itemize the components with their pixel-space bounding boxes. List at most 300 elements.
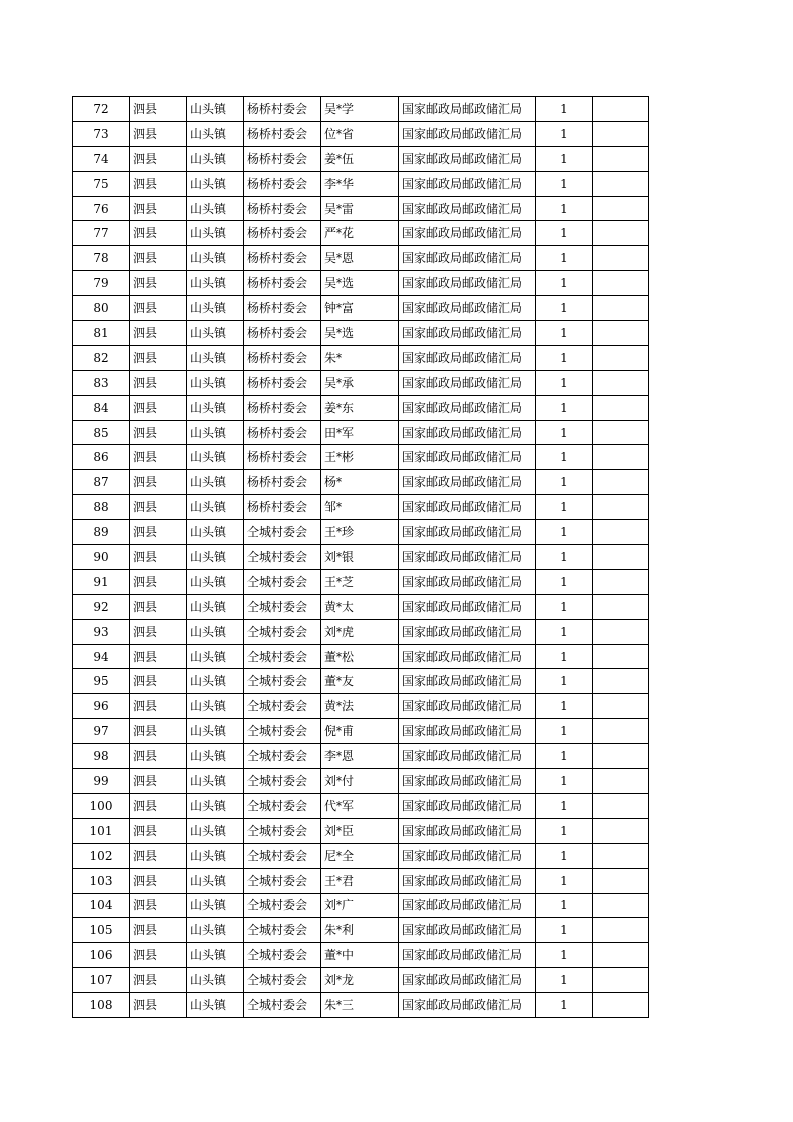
village-cell: 仝城村委会 [244,893,321,918]
county-cell: 泗县 [130,619,187,644]
county-cell: 泗县 [130,221,187,246]
table-row [73,818,649,843]
row-number-cell: 101 [73,818,130,843]
bank-cell: 国家邮政局邮政储汇局 [399,146,536,171]
county-cell: 泗县 [130,545,187,570]
name-cell: 刘*银 [321,545,399,570]
village-cell: 杨桥村委会 [244,246,321,271]
name-cell: 朱* [321,345,399,370]
count-cell: 1 [536,569,593,594]
row-number-cell: 96 [73,694,130,719]
count-cell: 1 [536,843,593,868]
remark-cell [593,146,649,171]
bank-cell: 国家邮政局邮政储汇局 [399,793,536,818]
row-number-cell: 79 [73,271,130,296]
bank-cell: 国家邮政局邮政储汇局 [399,744,536,769]
remark-cell [593,321,649,346]
bank-cell: 国家邮政局邮政储汇局 [399,569,536,594]
bank-cell: 国家邮政局邮政储汇局 [399,271,536,296]
town-cell: 山头镇 [187,569,244,594]
bank-cell: 国家邮政局邮政储汇局 [399,719,536,744]
county-cell: 泗县 [130,594,187,619]
table-row [73,769,649,794]
bank-cell: 国家邮政局邮政储汇局 [399,495,536,520]
row-number-cell: 84 [73,395,130,420]
village-cell: 仝城村委会 [244,793,321,818]
county-cell: 泗县 [130,968,187,993]
name-cell: 田*军 [321,420,399,445]
town-cell: 山头镇 [187,868,244,893]
row-number-cell: 89 [73,520,130,545]
name-cell: 刘*广 [321,893,399,918]
count-cell: 1 [536,818,593,843]
table-row [73,843,649,868]
town-cell: 山头镇 [187,769,244,794]
town-cell: 山头镇 [187,594,244,619]
count-cell: 1 [536,121,593,146]
name-cell: 代*军 [321,793,399,818]
village-cell: 仝城村委会 [244,719,321,744]
data-table [72,96,649,1018]
village-cell: 仝城村委会 [244,843,321,868]
bank-cell: 国家邮政局邮政储汇局 [399,644,536,669]
table-row [73,694,649,719]
bank-cell: 国家邮政局邮政储汇局 [399,843,536,868]
name-cell: 吴*学 [321,97,399,122]
bank-cell: 国家邮政局邮政储汇局 [399,669,536,694]
count-cell: 1 [536,993,593,1018]
table-row [73,171,649,196]
bank-cell: 国家邮政局邮政储汇局 [399,993,536,1018]
bank-cell: 国家邮政局邮政储汇局 [399,968,536,993]
row-number-cell: 87 [73,470,130,495]
village-cell: 仝城村委会 [244,968,321,993]
remark-cell [593,246,649,271]
row-number-cell: 108 [73,993,130,1018]
count-cell: 1 [536,395,593,420]
remark-cell [593,744,649,769]
remark-cell [593,669,649,694]
village-cell: 仝城村委会 [244,744,321,769]
table-row [73,321,649,346]
village-cell: 仝城村委会 [244,868,321,893]
remark-cell [593,545,649,570]
count-cell: 1 [536,470,593,495]
count-cell: 1 [536,445,593,470]
count-cell: 1 [536,221,593,246]
table-row [73,868,649,893]
remark-cell [593,296,649,321]
town-cell: 山头镇 [187,97,244,122]
county-cell: 泗县 [130,395,187,420]
bank-cell: 国家邮政局邮政储汇局 [399,97,536,122]
name-cell: 董*友 [321,669,399,694]
table-row [73,569,649,594]
county-cell: 泗县 [130,321,187,346]
table-row [73,893,649,918]
remark-cell [593,221,649,246]
town-cell: 山头镇 [187,993,244,1018]
bank-cell: 国家邮政局邮政储汇局 [399,594,536,619]
county-cell: 泗县 [130,445,187,470]
county-cell: 泗县 [130,495,187,520]
name-cell: 吴*选 [321,271,399,296]
town-cell: 山头镇 [187,171,244,196]
count-cell: 1 [536,545,593,570]
count-cell: 1 [536,296,593,321]
county-cell: 泗县 [130,97,187,122]
town-cell: 山头镇 [187,644,244,669]
village-cell: 仝城村委会 [244,619,321,644]
name-cell: 王*君 [321,868,399,893]
village-cell: 杨桥村委会 [244,395,321,420]
town-cell: 山头镇 [187,420,244,445]
table-row [73,669,649,694]
remark-cell [593,968,649,993]
town-cell: 山头镇 [187,321,244,346]
table-row [73,545,649,570]
town-cell: 山头镇 [187,719,244,744]
name-cell: 刘*虎 [321,619,399,644]
village-cell: 杨桥村委会 [244,345,321,370]
village-cell: 杨桥村委会 [244,495,321,520]
name-cell: 倪*甫 [321,719,399,744]
bank-cell: 国家邮政局邮政储汇局 [399,619,536,644]
bank-cell: 国家邮政局邮政储汇局 [399,196,536,221]
remark-cell [593,569,649,594]
county-cell: 泗县 [130,196,187,221]
remark-cell [593,943,649,968]
county-cell: 泗县 [130,818,187,843]
count-cell: 1 [536,495,593,520]
remark-cell [593,694,649,719]
county-cell: 泗县 [130,694,187,719]
village-cell: 杨桥村委会 [244,97,321,122]
village-cell: 仝城村委会 [244,594,321,619]
county-cell: 泗县 [130,893,187,918]
town-cell: 山头镇 [187,968,244,993]
town-cell: 山头镇 [187,918,244,943]
bank-cell: 国家邮政局邮政储汇局 [399,545,536,570]
town-cell: 山头镇 [187,296,244,321]
county-cell: 泗县 [130,669,187,694]
count-cell: 1 [536,793,593,818]
row-number-cell: 75 [73,171,130,196]
name-cell: 钟*富 [321,296,399,321]
row-number-cell: 97 [73,719,130,744]
name-cell: 吴*雷 [321,196,399,221]
county-cell: 泗县 [130,719,187,744]
table-row [73,420,649,445]
row-number-cell: 88 [73,495,130,520]
name-cell: 董*中 [321,943,399,968]
row-number-cell: 107 [73,968,130,993]
village-cell: 杨桥村委会 [244,121,321,146]
bank-cell: 国家邮政局邮政储汇局 [399,171,536,196]
county-cell: 泗县 [130,345,187,370]
table-row [73,968,649,993]
row-number-cell: 93 [73,619,130,644]
count-cell: 1 [536,246,593,271]
village-cell: 仝城村委会 [244,993,321,1018]
name-cell: 位*省 [321,121,399,146]
town-cell: 山头镇 [187,545,244,570]
row-number-cell: 86 [73,445,130,470]
remark-cell [593,594,649,619]
bank-cell: 国家邮政局邮政储汇局 [399,893,536,918]
town-cell: 山头镇 [187,669,244,694]
table-row [73,445,649,470]
town-cell: 山头镇 [187,619,244,644]
town-cell: 山头镇 [187,818,244,843]
town-cell: 山头镇 [187,221,244,246]
count-cell: 1 [536,171,593,196]
bank-cell: 国家邮政局邮政储汇局 [399,370,536,395]
county-cell: 泗县 [130,370,187,395]
county-cell: 泗县 [130,171,187,196]
bank-cell: 国家邮政局邮政储汇局 [399,321,536,346]
row-number-cell: 83 [73,370,130,395]
count-cell: 1 [536,520,593,545]
village-cell: 仝城村委会 [244,569,321,594]
table-row [73,644,649,669]
county-cell: 泗县 [130,569,187,594]
row-number-cell: 104 [73,893,130,918]
village-cell: 杨桥村委会 [244,470,321,495]
bank-cell: 国家邮政局邮政储汇局 [399,221,536,246]
row-number-cell: 76 [73,196,130,221]
row-number-cell: 102 [73,843,130,868]
row-number-cell: 98 [73,744,130,769]
row-number-cell: 85 [73,420,130,445]
bank-cell: 国家邮政局邮政储汇局 [399,345,536,370]
town-cell: 山头镇 [187,271,244,296]
town-cell: 山头镇 [187,495,244,520]
row-number-cell: 73 [73,121,130,146]
remark-cell [593,97,649,122]
row-number-cell: 72 [73,97,130,122]
county-cell: 泗县 [130,843,187,868]
town-cell: 山头镇 [187,196,244,221]
village-cell: 仝城村委会 [244,694,321,719]
remark-cell [593,719,649,744]
count-cell: 1 [536,893,593,918]
name-cell: 李*华 [321,171,399,196]
county-cell: 泗县 [130,296,187,321]
remark-cell [593,345,649,370]
county-cell: 泗县 [130,271,187,296]
count-cell: 1 [536,594,593,619]
count-cell: 1 [536,196,593,221]
row-number-cell: 91 [73,569,130,594]
village-cell: 杨桥村委会 [244,221,321,246]
remark-cell [593,769,649,794]
village-cell: 仝城村委会 [244,818,321,843]
remark-cell [593,196,649,221]
town-cell: 山头镇 [187,843,244,868]
bank-cell: 国家邮政局邮政储汇局 [399,121,536,146]
town-cell: 山头镇 [187,744,244,769]
count-cell: 1 [536,345,593,370]
row-number-cell: 99 [73,769,130,794]
table-row [73,619,649,644]
county-cell: 泗县 [130,769,187,794]
count-cell: 1 [536,669,593,694]
count-cell: 1 [536,370,593,395]
table-row [73,97,649,122]
row-number-cell: 77 [73,221,130,246]
table-row [73,146,649,171]
county-cell: 泗县 [130,744,187,769]
remark-cell [593,445,649,470]
village-cell: 仝城村委会 [244,769,321,794]
table-row [73,793,649,818]
county-cell: 泗县 [130,943,187,968]
name-cell: 刘*付 [321,769,399,794]
village-cell: 仝城村委会 [244,918,321,943]
row-number-cell: 105 [73,918,130,943]
table-row [73,271,649,296]
count-cell: 1 [536,271,593,296]
bank-cell: 国家邮政局邮政储汇局 [399,395,536,420]
row-number-cell: 78 [73,246,130,271]
name-cell: 杨* [321,470,399,495]
county-cell: 泗县 [130,420,187,445]
town-cell: 山头镇 [187,520,244,545]
name-cell: 吴*恩 [321,246,399,271]
remark-cell [593,644,649,669]
row-number-cell: 81 [73,321,130,346]
name-cell: 王*珍 [321,520,399,545]
name-cell: 刘*龙 [321,968,399,993]
bank-cell: 国家邮政局邮政储汇局 [399,769,536,794]
table-row [73,221,649,246]
county-cell: 泗县 [130,993,187,1018]
name-cell: 邹* [321,495,399,520]
row-number-cell: 103 [73,868,130,893]
remark-cell [593,843,649,868]
table-row [73,470,649,495]
count-cell: 1 [536,420,593,445]
name-cell: 刘*臣 [321,818,399,843]
table-row [73,246,649,271]
county-cell: 泗县 [130,246,187,271]
name-cell: 王*彬 [321,445,399,470]
remark-cell [593,893,649,918]
table-row [73,520,649,545]
remark-cell [593,619,649,644]
remark-cell [593,395,649,420]
row-number-cell: 90 [73,545,130,570]
county-cell: 泗县 [130,918,187,943]
town-cell: 山头镇 [187,943,244,968]
row-number-cell: 94 [73,644,130,669]
county-cell: 泗县 [130,121,187,146]
name-cell: 黄*法 [321,694,399,719]
village-cell: 仝城村委会 [244,545,321,570]
county-cell: 泗县 [130,470,187,495]
remark-cell [593,470,649,495]
remark-cell [593,171,649,196]
table-row [73,719,649,744]
name-cell: 朱*三 [321,993,399,1018]
bank-cell: 国家邮政局邮政储汇局 [399,470,536,495]
county-cell: 泗县 [130,868,187,893]
town-cell: 山头镇 [187,470,244,495]
row-number-cell: 82 [73,345,130,370]
name-cell: 姜*伍 [321,146,399,171]
name-cell: 董*松 [321,644,399,669]
table-row [73,495,649,520]
table-row [73,345,649,370]
row-number-cell: 106 [73,943,130,968]
bank-cell: 国家邮政局邮政储汇局 [399,420,536,445]
count-cell: 1 [536,918,593,943]
table-row [73,918,649,943]
village-cell: 仝城村委会 [244,520,321,545]
village-cell: 杨桥村委会 [244,171,321,196]
bank-cell: 国家邮政局邮政储汇局 [399,918,536,943]
count-cell: 1 [536,968,593,993]
count-cell: 1 [536,644,593,669]
village-cell: 杨桥村委会 [244,370,321,395]
table-row [73,993,649,1018]
town-cell: 山头镇 [187,146,244,171]
count-cell: 1 [536,619,593,644]
table-row [73,121,649,146]
count-cell: 1 [536,943,593,968]
county-cell: 泗县 [130,520,187,545]
count-cell: 1 [536,769,593,794]
name-cell: 尼*全 [321,843,399,868]
remark-cell [593,370,649,395]
county-cell: 泗县 [130,146,187,171]
town-cell: 山头镇 [187,246,244,271]
bank-cell: 国家邮政局邮政储汇局 [399,296,536,321]
count-cell: 1 [536,146,593,171]
town-cell: 山头镇 [187,445,244,470]
table-row [73,744,649,769]
village-cell: 仝城村委会 [244,943,321,968]
table-row [73,594,649,619]
bank-cell: 国家邮政局邮政储汇局 [399,246,536,271]
row-number-cell: 92 [73,594,130,619]
village-cell: 杨桥村委会 [244,420,321,445]
town-cell: 山头镇 [187,345,244,370]
count-cell: 1 [536,744,593,769]
village-cell: 仝城村委会 [244,644,321,669]
village-cell: 杨桥村委会 [244,196,321,221]
village-cell: 杨桥村委会 [244,445,321,470]
town-cell: 山头镇 [187,793,244,818]
name-cell: 严*花 [321,221,399,246]
village-cell: 杨桥村委会 [244,321,321,346]
bank-cell: 国家邮政局邮政储汇局 [399,445,536,470]
count-cell: 1 [536,694,593,719]
bank-cell: 国家邮政局邮政储汇局 [399,520,536,545]
row-number-cell: 100 [73,793,130,818]
row-number-cell: 80 [73,296,130,321]
village-cell: 杨桥村委会 [244,271,321,296]
table-row [73,296,649,321]
remark-cell [593,793,649,818]
bank-cell: 国家邮政局邮政储汇局 [399,943,536,968]
table-row [73,370,649,395]
row-number-cell: 74 [73,146,130,171]
remark-cell [593,121,649,146]
table-row [73,943,649,968]
bank-cell: 国家邮政局邮政储汇局 [399,694,536,719]
